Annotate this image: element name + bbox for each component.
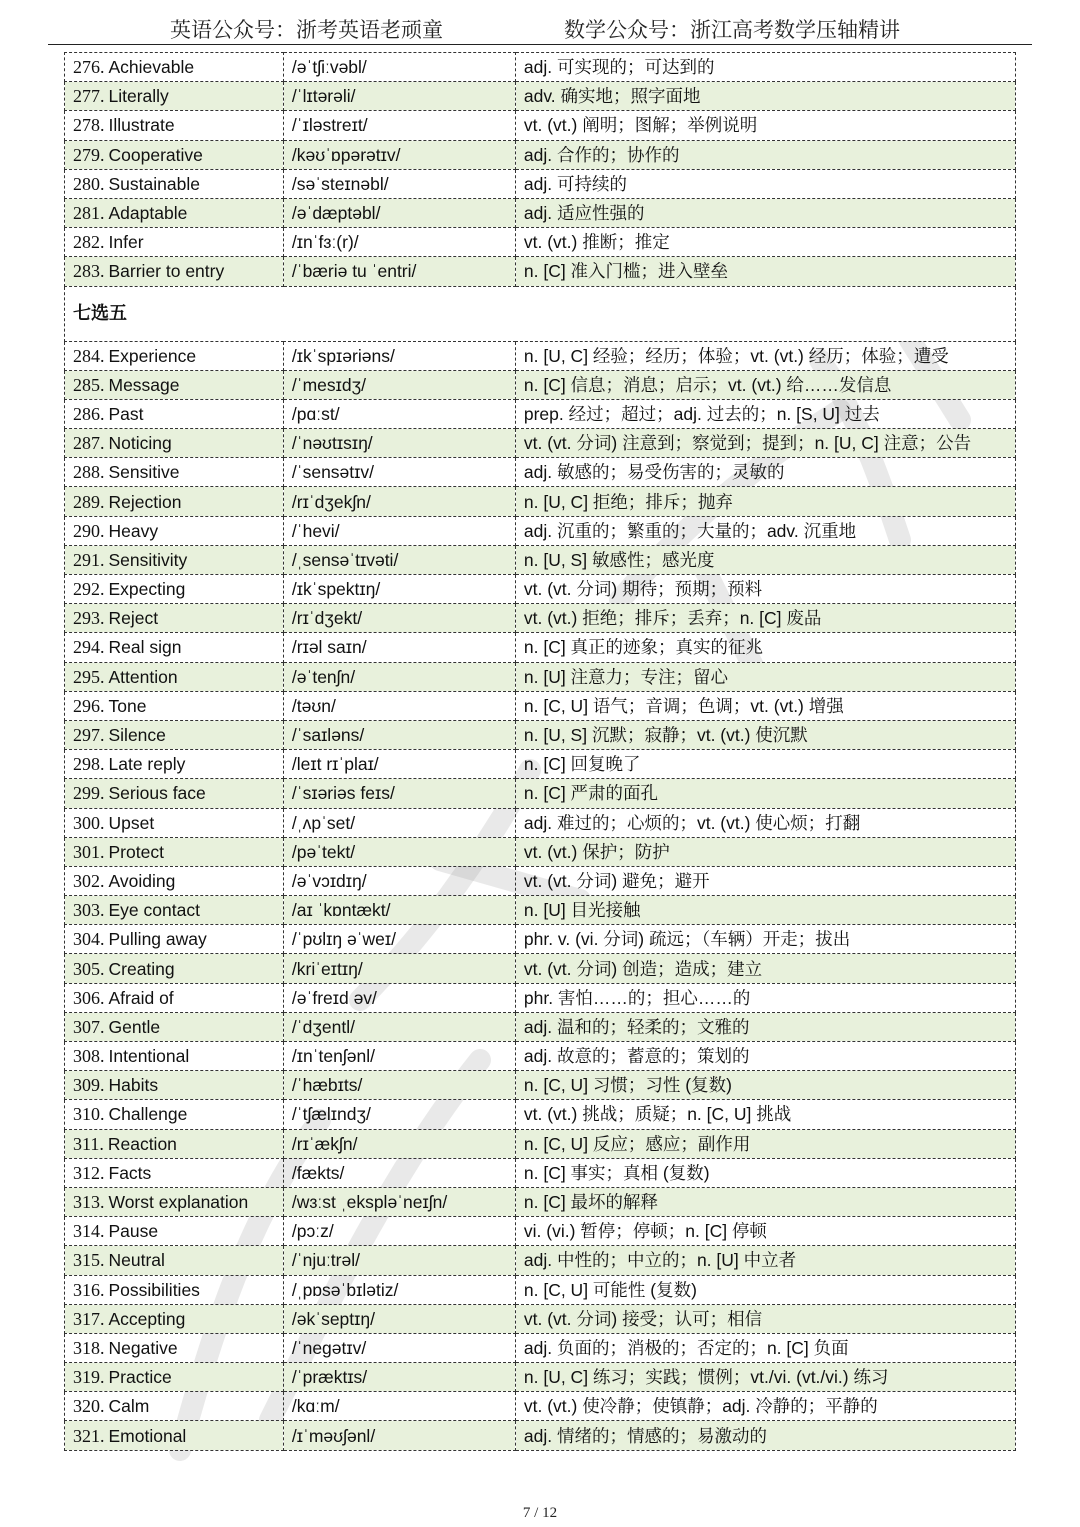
word-cell bbox=[65, 169, 284, 198]
meaning-cell: vt. (vt. 分词) 接受；认可；相信 bbox=[515, 1304, 1015, 1333]
meaning-cell: vt. (vt.) 推断；推定 bbox=[515, 228, 1015, 257]
table-row bbox=[65, 198, 1016, 227]
entry-number: 305. bbox=[73, 958, 105, 979]
meaning-cell: adj. 情绪的；情感的；易激动的 bbox=[515, 1421, 1015, 1450]
table-row bbox=[65, 750, 1016, 779]
table-row bbox=[65, 82, 1016, 111]
table-row bbox=[65, 633, 1016, 662]
entry-number: 310. bbox=[73, 1104, 105, 1125]
entry-word: Emotional bbox=[108, 1425, 187, 1446]
meaning-cell: n. [C] 回复晚了 bbox=[515, 750, 1015, 779]
word-cell bbox=[65, 896, 284, 925]
header-math-account: 数学公众号：浙江高考数学压轴精讲 bbox=[564, 18, 900, 42]
pronunciation-cell: /rɪˈdʒekt/ bbox=[283, 604, 515, 633]
entry-word: Facts bbox=[108, 1162, 152, 1183]
entry-word: Sensitivity bbox=[108, 549, 188, 570]
table-row bbox=[65, 866, 1016, 895]
meaning-cell: adj. 可实现的；可达到的 bbox=[515, 53, 1015, 82]
entry-word: Late reply bbox=[108, 754, 186, 775]
entry-number: 278. bbox=[73, 115, 105, 136]
meaning-cell: n. [C] 准入门槛；进入壁垒 bbox=[515, 257, 1015, 286]
meaning-cell: n. [U, C] 练习；实践；惯例；vt./vi. (vt./vi.) 练习 bbox=[515, 1363, 1015, 1392]
entry-number: 320. bbox=[73, 1396, 105, 1417]
pronunciation-cell: /kɑːm/ bbox=[283, 1392, 515, 1421]
word-cell bbox=[65, 750, 284, 779]
pronunciation-cell: /ˈmesɪdʒ/ bbox=[283, 370, 515, 399]
entry-number: 303. bbox=[73, 900, 105, 921]
meaning-cell: vt. (vt.) 挑战；质疑；n. [C, U] 挑战 bbox=[515, 1100, 1015, 1129]
entry-number: 309. bbox=[73, 1075, 105, 1096]
entry-word: Neutral bbox=[108, 1250, 165, 1271]
entry-number: 319. bbox=[73, 1367, 105, 1388]
word-cell bbox=[65, 1421, 284, 1450]
entry-word: Real sign bbox=[108, 637, 182, 658]
table-row bbox=[65, 779, 1016, 808]
word-cell bbox=[65, 1012, 284, 1041]
meaning-cell: adj. 负面的；消极的；否定的；n. [C] 负面 bbox=[515, 1333, 1015, 1362]
entry-word: Silence bbox=[108, 725, 166, 746]
word-cell bbox=[65, 140, 284, 169]
table-row bbox=[65, 925, 1016, 954]
entry-word: Expecting bbox=[108, 579, 186, 600]
word-cell bbox=[65, 429, 284, 458]
entry-word: Calm bbox=[108, 1396, 150, 1417]
meaning-cell: n. [U] 注意力；专注；留心 bbox=[515, 662, 1015, 691]
meaning-cell: adj. 适应性强的 bbox=[515, 198, 1015, 227]
entry-word: Avoiding bbox=[108, 870, 176, 891]
entry-word: Rejection bbox=[108, 491, 182, 512]
table-row bbox=[65, 1187, 1016, 1216]
word-cell bbox=[65, 198, 284, 227]
word-cell bbox=[65, 983, 284, 1012]
table-row bbox=[65, 111, 1016, 140]
entry-number: 286. bbox=[73, 403, 105, 424]
word-cell bbox=[65, 1392, 284, 1421]
table-row bbox=[65, 1421, 1016, 1450]
pronunciation-cell: /leɪt rɪˈplaɪ/ bbox=[283, 750, 515, 779]
table-row bbox=[65, 896, 1016, 925]
table-row bbox=[65, 1304, 1016, 1333]
pronunciation-cell: /rɪˈækʃn/ bbox=[283, 1129, 515, 1158]
entry-number: 307. bbox=[73, 1016, 105, 1037]
pronunciation-cell: /ˈbæriə tu ˈentri/ bbox=[283, 257, 515, 286]
word-cell bbox=[65, 1275, 284, 1304]
pronunciation-cell: /ˈdʒentl/ bbox=[283, 1012, 515, 1041]
entry-number: 311. bbox=[73, 1133, 104, 1154]
table-row bbox=[65, 341, 1016, 370]
word-cell bbox=[65, 925, 284, 954]
meaning-cell: adj. 沉重的；繁重的；大量的；adv. 沉重地 bbox=[515, 516, 1015, 545]
entry-word: Pause bbox=[108, 1221, 159, 1242]
table-row bbox=[65, 545, 1016, 574]
word-cell bbox=[65, 662, 284, 691]
vocabulary-table bbox=[64, 52, 1016, 1451]
word-cell bbox=[65, 1217, 284, 1246]
entry-word: Habits bbox=[108, 1075, 159, 1096]
pronunciation-cell: /ˈpʊlɪŋ əˈweɪ/ bbox=[283, 925, 515, 954]
table-row bbox=[65, 257, 1016, 286]
entry-word: Afraid of bbox=[108, 987, 174, 1008]
word-cell bbox=[65, 1042, 284, 1071]
meaning-cell: n. [C] 最坏的解释 bbox=[515, 1187, 1015, 1216]
meaning-cell: adj. 温和的；轻柔的；文雅的 bbox=[515, 1012, 1015, 1041]
entry-word: Heavy bbox=[108, 520, 159, 541]
table-row bbox=[65, 169, 1016, 198]
meaning-cell: n. [U] 目光接触 bbox=[515, 896, 1015, 925]
meaning-cell: n. [U, S] 敏感性；感光度 bbox=[515, 545, 1015, 574]
entry-number: 294. bbox=[73, 637, 105, 658]
meaning-cell: adj. 敏感的；易受伤害的；灵敏的 bbox=[515, 458, 1015, 487]
entry-number: 280. bbox=[73, 173, 105, 194]
word-cell bbox=[65, 575, 284, 604]
entry-word: Reject bbox=[108, 608, 159, 629]
entry-number: 277. bbox=[73, 86, 105, 107]
table-row bbox=[65, 691, 1016, 720]
pronunciation-cell: /əkˈseptɪŋ/ bbox=[283, 1304, 515, 1333]
meaning-cell: vt. (vt. 分词) 期待；预期；预料 bbox=[515, 575, 1015, 604]
pronunciation-cell: /kriˈeɪtɪŋ/ bbox=[283, 954, 515, 983]
pronunciation-cell: /pəˈtekt/ bbox=[283, 837, 515, 866]
meaning-cell: vt. (vt. 分词) 创造；造成；建立 bbox=[515, 954, 1015, 983]
word-cell bbox=[65, 1129, 284, 1158]
meaning-cell: phr. v. (vi. 分词) 疏远；（车辆）开走；拔出 bbox=[515, 925, 1015, 954]
entry-word: Gentle bbox=[108, 1016, 161, 1037]
entry-number: 314. bbox=[73, 1221, 105, 1242]
word-cell bbox=[65, 399, 284, 428]
pronunciation-cell: /wɜːst ˌekspləˈneɪʃn/ bbox=[283, 1187, 515, 1216]
entry-number: 279. bbox=[73, 144, 105, 165]
word-cell bbox=[65, 545, 284, 574]
meaning-cell: adj. 难过的；心烦的；vt. (vt.) 使心烦；打翻 bbox=[515, 808, 1015, 837]
pronunciation-cell: /ˈnjuːtrəl/ bbox=[283, 1246, 515, 1275]
table-row bbox=[65, 1217, 1016, 1246]
meaning-cell: vt. (vt.) 保护；防护 bbox=[515, 837, 1015, 866]
table-row bbox=[65, 575, 1016, 604]
entry-number: 306. bbox=[73, 987, 105, 1008]
table-row bbox=[65, 399, 1016, 428]
word-cell bbox=[65, 1363, 284, 1392]
meaning-cell: adj. 合作的；协作的 bbox=[515, 140, 1015, 169]
entry-number: 316. bbox=[73, 1279, 105, 1300]
pronunciation-cell: /əˈtenʃn/ bbox=[283, 662, 515, 691]
table-row bbox=[65, 954, 1016, 983]
meaning-cell: n. [C, U] 反应；感应；副作用 bbox=[515, 1129, 1015, 1158]
page-number: 7 / 12 bbox=[522, 1505, 558, 1521]
entry-number: 276. bbox=[73, 57, 105, 78]
pronunciation-cell: /səˈsteɪnəbl/ bbox=[283, 169, 515, 198]
entry-word: Upset bbox=[108, 812, 155, 833]
pronunciation-cell: /ˈnəʊtɪsɪŋ/ bbox=[283, 429, 515, 458]
table-body-top bbox=[65, 53, 1016, 287]
pronunciation-cell: /ˈlɪtərəli/ bbox=[283, 82, 515, 111]
entry-word: Literally bbox=[108, 86, 169, 107]
table-row bbox=[65, 983, 1016, 1012]
word-cell bbox=[65, 633, 284, 662]
entry-number: 287. bbox=[73, 433, 105, 454]
table-row bbox=[65, 837, 1016, 866]
entry-word: Past bbox=[108, 403, 144, 424]
word-cell bbox=[65, 837, 284, 866]
header-english-account: 英语公众号：浙考英语老顽童 bbox=[170, 18, 443, 42]
word-cell bbox=[65, 866, 284, 895]
pronunciation-cell: /əˈdæptəbl/ bbox=[283, 198, 515, 227]
word-cell bbox=[65, 691, 284, 720]
pronunciation-cell: /əˈtʃiːvəbl/ bbox=[283, 53, 515, 82]
word-cell bbox=[65, 1304, 284, 1333]
entry-number: 289. bbox=[73, 491, 105, 512]
entry-number: 300. bbox=[73, 812, 105, 833]
entry-word: Attention bbox=[108, 666, 178, 687]
pronunciation-cell: /ˈnegətɪv/ bbox=[283, 1333, 515, 1362]
pronunciation-cell: /rɪəl saɪn/ bbox=[283, 633, 515, 662]
word-cell bbox=[65, 82, 284, 111]
entry-word: Adaptable bbox=[108, 203, 188, 224]
meaning-cell: n. [C] 严肃的面孔 bbox=[515, 779, 1015, 808]
word-cell bbox=[65, 1333, 284, 1362]
entry-number: 296. bbox=[73, 695, 105, 716]
word-cell bbox=[65, 1100, 284, 1129]
pronunciation-cell: /ˌʌpˈset/ bbox=[283, 808, 515, 837]
pronunciation-cell: /ˈpræktɪs/ bbox=[283, 1363, 515, 1392]
table-row bbox=[65, 487, 1016, 516]
table-row bbox=[65, 1333, 1016, 1362]
entry-number: 283. bbox=[73, 261, 105, 282]
table-row bbox=[65, 458, 1016, 487]
meaning-cell: vt. (vt. 分词) 避免；避开 bbox=[515, 866, 1015, 895]
word-cell bbox=[65, 257, 284, 286]
table-row bbox=[65, 1100, 1016, 1129]
pronunciation-cell: /əˈvɔɪdɪŋ/ bbox=[283, 866, 515, 895]
word-cell bbox=[65, 779, 284, 808]
meaning-cell: adj. 故意的；蓄意的；策划的 bbox=[515, 1042, 1015, 1071]
table-row bbox=[65, 140, 1016, 169]
meaning-cell: prep. 经过；超过；adj. 过去的；n. [S, U] 过去 bbox=[515, 399, 1015, 428]
word-cell bbox=[65, 1246, 284, 1275]
pronunciation-cell: /təʊn/ bbox=[283, 691, 515, 720]
pronunciation-cell: /rɪˈdʒekʃn/ bbox=[283, 487, 515, 516]
table-body-bottom bbox=[65, 341, 1016, 1450]
entry-number: 288. bbox=[73, 462, 105, 483]
entry-word: Accepting bbox=[108, 1308, 186, 1329]
table-row bbox=[65, 604, 1016, 633]
entry-number: 295. bbox=[73, 666, 105, 687]
meaning-cell: vt. (vt.) 拒绝；排斥；丢弃；n. [C] 废品 bbox=[515, 604, 1015, 633]
entry-word: Achievable bbox=[108, 57, 195, 78]
pronunciation-cell: /pɑːst/ bbox=[283, 399, 515, 428]
pronunciation-cell: /ˈhevi/ bbox=[283, 516, 515, 545]
word-cell bbox=[65, 720, 284, 749]
table-row bbox=[65, 1275, 1016, 1304]
entry-number: 298. bbox=[73, 754, 105, 775]
entry-word: Worst explanation bbox=[108, 1192, 249, 1213]
entry-word: Pulling away bbox=[108, 929, 207, 950]
pronunciation-cell: /ˈsɪəriəs feɪs/ bbox=[283, 779, 515, 808]
pronunciation-cell: /ɪˈməʊʃənl/ bbox=[283, 1421, 515, 1450]
entry-word: Sustainable bbox=[108, 173, 200, 194]
table-row bbox=[65, 1158, 1016, 1187]
entry-word: Eye contact bbox=[108, 900, 200, 921]
meaning-cell: n. [U, C] 拒绝；排斥；抛弃 bbox=[515, 487, 1015, 516]
word-cell bbox=[65, 53, 284, 82]
table-row bbox=[65, 1392, 1016, 1421]
meaning-cell: vi. (vi.) 暂停；停顿；n. [C] 停顿 bbox=[515, 1217, 1015, 1246]
entry-number: 299. bbox=[73, 783, 105, 804]
pronunciation-cell: /əˈfreɪd əv/ bbox=[283, 983, 515, 1012]
entry-word: Noticing bbox=[108, 433, 172, 454]
table-row bbox=[65, 808, 1016, 837]
entry-number: 285. bbox=[73, 374, 105, 395]
pronunciation-cell: /ˈtʃælɪndʒ/ bbox=[283, 1100, 515, 1129]
word-cell bbox=[65, 808, 284, 837]
entry-word: Sensitive bbox=[108, 462, 180, 483]
meaning-cell: n. [C, U] 语气；音调；色调；vt. (vt.) 增强 bbox=[515, 691, 1015, 720]
word-cell bbox=[65, 228, 284, 257]
word-cell bbox=[65, 1071, 284, 1100]
entry-word: Negative bbox=[108, 1337, 178, 1358]
pronunciation-cell: /ɪkˈspektɪŋ/ bbox=[283, 575, 515, 604]
entry-number: 317. bbox=[73, 1308, 105, 1329]
meaning-cell: n. [U, S] 沉默；寂静；vt. (vt.) 使沉默 bbox=[515, 720, 1015, 749]
entry-word: Experience bbox=[108, 345, 197, 366]
entry-number: 301. bbox=[73, 841, 105, 862]
meaning-cell: n. [U, C] 经验；经历；体验；vt. (vt.) 经历；体验；遭受 bbox=[515, 341, 1015, 370]
table-row bbox=[65, 1042, 1016, 1071]
word-cell bbox=[65, 458, 284, 487]
entry-number: 302. bbox=[73, 870, 105, 891]
entry-word: Reaction bbox=[107, 1133, 177, 1154]
entry-word: Practice bbox=[108, 1367, 172, 1388]
pronunciation-cell: /ˌsensəˈtɪvəti/ bbox=[283, 545, 515, 574]
entry-word: Possibilities bbox=[108, 1279, 200, 1300]
entry-number: 318. bbox=[73, 1337, 105, 1358]
pronunciation-cell: /aɪ ˈkɒntækt/ bbox=[283, 896, 515, 925]
entry-word: Challenge bbox=[108, 1104, 188, 1125]
pronunciation-cell: /ˈɪləstreɪt/ bbox=[283, 111, 515, 140]
table-row bbox=[65, 516, 1016, 545]
meaning-cell: vt. (vt.) 阐明；图解；举例说明 bbox=[515, 111, 1015, 140]
pronunciation-cell: /ˈsensətɪv/ bbox=[283, 458, 515, 487]
entry-number: 292. bbox=[73, 579, 105, 600]
entry-word: Illustrate bbox=[108, 115, 175, 136]
entry-word: Tone bbox=[108, 695, 147, 716]
pronunciation-cell: /ˈhæbɪts/ bbox=[283, 1071, 515, 1100]
word-cell bbox=[65, 1187, 284, 1216]
entry-word: Message bbox=[108, 374, 180, 395]
table-row bbox=[65, 1363, 1016, 1392]
meaning-cell: adj. 中性的；中立的；n. [U] 中立者 bbox=[515, 1246, 1015, 1275]
entry-number: 312. bbox=[73, 1162, 105, 1183]
entry-number: 297. bbox=[73, 725, 105, 746]
meaning-cell: vt. (vt. 分词) 注意到；察觉到；提到；n. [U, C] 注意；公告 bbox=[515, 429, 1015, 458]
meaning-cell: n. [C] 真正的迹象；真实的征兆 bbox=[515, 633, 1015, 662]
meaning-cell: phr. 害怕……的；担心……的 bbox=[515, 983, 1015, 1012]
pronunciation-cell: /ˌpɒsəˈbɪlətiz/ bbox=[283, 1275, 515, 1304]
section-title: 七选五 bbox=[65, 286, 1016, 341]
entry-word: Infer bbox=[108, 232, 144, 253]
word-cell bbox=[65, 604, 284, 633]
table-row bbox=[65, 1012, 1016, 1041]
pronunciation-cell: /ˈsaɪləns/ bbox=[283, 720, 515, 749]
table-row bbox=[65, 228, 1016, 257]
table-row bbox=[65, 429, 1016, 458]
entry-number: 282. bbox=[73, 232, 105, 253]
pronunciation-cell: /ɪnˈfɜː(r)/ bbox=[283, 228, 515, 257]
entry-word: Creating bbox=[108, 958, 175, 979]
entry-word: Cooperative bbox=[108, 144, 203, 165]
meaning-cell: vt. (vt.) 使冷静；使镇静；adj. 冷静的；平静的 bbox=[515, 1392, 1015, 1421]
table-row bbox=[65, 662, 1016, 691]
meaning-cell: n. [C] 事实；真相 (复数) bbox=[515, 1158, 1015, 1187]
section-heading-row bbox=[65, 286, 1016, 341]
section-heading-body bbox=[65, 286, 1016, 341]
word-cell bbox=[65, 111, 284, 140]
entry-number: 313. bbox=[73, 1192, 105, 1213]
entry-word: Barrier to entry bbox=[108, 261, 225, 282]
page-header bbox=[48, 12, 1032, 45]
table-row bbox=[65, 370, 1016, 399]
entry-number: 304. bbox=[73, 929, 105, 950]
word-cell bbox=[65, 516, 284, 545]
entry-number: 284. bbox=[73, 345, 105, 366]
table-row bbox=[65, 1071, 1016, 1100]
pronunciation-cell: /kəʊˈɒpərətɪv/ bbox=[283, 140, 515, 169]
entry-word: Intentional bbox=[108, 1046, 190, 1067]
pronunciation-cell: /ɪkˈspɪəriəns/ bbox=[283, 341, 515, 370]
entry-number: 321. bbox=[73, 1425, 105, 1446]
pronunciation-cell: /ɪnˈtenʃənl/ bbox=[283, 1042, 515, 1071]
word-cell bbox=[65, 1158, 284, 1187]
meaning-cell: adv. 确实地；照字面地 bbox=[515, 82, 1015, 111]
entry-word: Protect bbox=[108, 841, 164, 862]
entry-number: 293. bbox=[73, 608, 105, 629]
meaning-cell: n. [C] 信息；消息；启示；vt. (vt.) 给……发信息 bbox=[515, 370, 1015, 399]
meaning-cell: n. [C, U] 习惯；习性 (复数) bbox=[515, 1071, 1015, 1100]
table-row bbox=[65, 720, 1016, 749]
entry-number: 290. bbox=[73, 520, 105, 541]
entry-number: 308. bbox=[73, 1046, 105, 1067]
pronunciation-cell: /fækts/ bbox=[283, 1158, 515, 1187]
entry-number: 281. bbox=[73, 203, 105, 224]
meaning-cell: n. [C, U] 可能性 (复数) bbox=[515, 1275, 1015, 1304]
entry-number: 315. bbox=[73, 1250, 105, 1271]
entry-number: 291. bbox=[73, 549, 105, 570]
entry-word: Serious face bbox=[108, 783, 206, 804]
table-row bbox=[65, 1246, 1016, 1275]
word-cell bbox=[65, 341, 284, 370]
pronunciation-cell: /pɔːz/ bbox=[283, 1217, 515, 1246]
table-row bbox=[65, 53, 1016, 82]
table-row bbox=[65, 1129, 1016, 1158]
word-cell bbox=[65, 487, 284, 516]
meaning-cell: adj. 可持续的 bbox=[515, 169, 1015, 198]
word-cell bbox=[65, 370, 284, 399]
word-cell bbox=[65, 954, 284, 983]
